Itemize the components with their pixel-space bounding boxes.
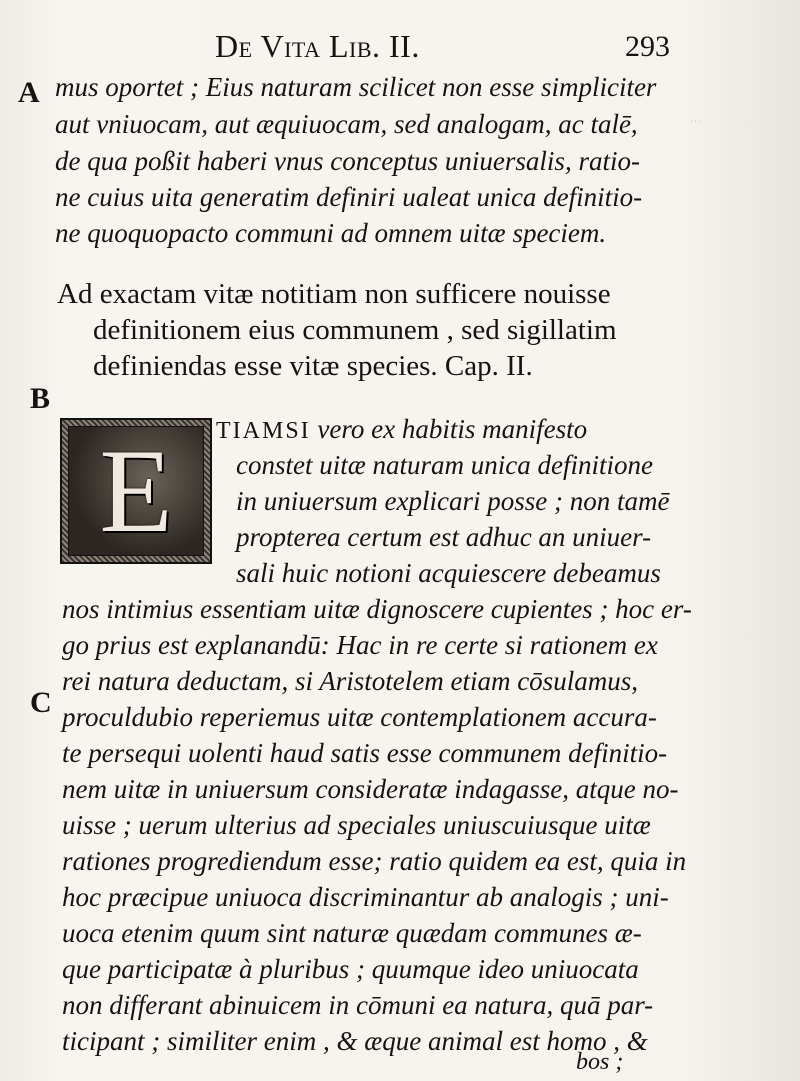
text-line: uisse ; uerum ulterius ad speciales uniuscuiusque uitæ	[62, 810, 651, 840]
chapter-heading-line: Ad exactam vitæ notitiam non sufficere nouisse	[57, 278, 611, 310]
text-line: ticipant ; similiter enim , & æque animal est homo , &	[62, 1026, 648, 1056]
text-line: rei natura deductam, si Aristotelem etiam cōsulamus,	[62, 666, 638, 696]
text-line: sali huic notioni acquiescere debeamus	[236, 558, 661, 588]
margin-marker-a: A	[18, 76, 40, 109]
text-line: ne quoquopacto communi ad omnem uitæ speciem.	[55, 218, 607, 248]
text-line: mus oportet ; Eius naturam scilicet non esse simpliciter	[55, 72, 657, 102]
chapter-heading-line: definiendas esse vitæ species. Cap. II.	[93, 350, 533, 382]
text-line: in uniuersum explicari posse ; non tamē	[236, 486, 670, 516]
text-line: ne cuius uita generatim definiri ualeat unica definitio-	[55, 182, 643, 212]
bleed-through-text: …	[690, 112, 701, 125]
catchword: bos ;	[576, 1049, 624, 1075]
first-text-line	[216, 416, 587, 443]
first-word: TIAMSI	[216, 418, 311, 444]
text-line: hoc præcipue uniuoca discriminantur ab analogis ; uni-	[62, 882, 669, 912]
page-header	[200, 26, 670, 66]
text-line: uoca etenim quum sint naturæ quædam communes æ-	[62, 918, 642, 948]
text-line: proculdubio reperiemus uitæ contemplationem accura-	[62, 702, 657, 732]
text-line: nos intimius essentiam uitæ dignoscere cupientes ; hoc er-	[62, 594, 692, 624]
text-line: que participatæ à pluribus ; quumque ideo uniuocata	[62, 954, 639, 984]
first-line-rest: vero ex habitis manifesto	[310, 414, 588, 444]
decorated-initial	[60, 418, 212, 564]
text-line: go prius est explanandū: Hac in re certe si rationem ex	[62, 630, 658, 660]
text-line: de qua poßit haberi vnus conceptus uniuersalis, ratio-	[55, 146, 640, 176]
text-line: propterea certum est adhuc an uniuer-	[236, 522, 652, 552]
chapter-heading-line: definitionem eius communem , sed sigillatim	[93, 314, 617, 346]
running-head: De Vita Lib. II.	[215, 28, 420, 64]
initial-letter: E	[99, 424, 173, 557]
margin-marker-c: C	[30, 686, 52, 719]
text-line: te persequi uolenti haud satis esse communem definitio-	[62, 738, 668, 768]
text-line: rationes progrediendum esse; ratio quidem ea est, quia in	[62, 846, 687, 876]
text-line: aut vniuocam, aut æquiuocam, sed analogam, ac talē,	[55, 109, 638, 139]
text-line: constet uitæ naturam unica definitione	[236, 450, 653, 480]
text-line: non differant abinuicem in cōmuni ea natura, quā par-	[62, 990, 654, 1020]
text-line: nem uitæ in uniuersum consideratæ indagasse, atque no-	[62, 774, 679, 804]
margin-marker-b: B	[30, 382, 51, 415]
page-number: 293	[625, 30, 670, 63]
